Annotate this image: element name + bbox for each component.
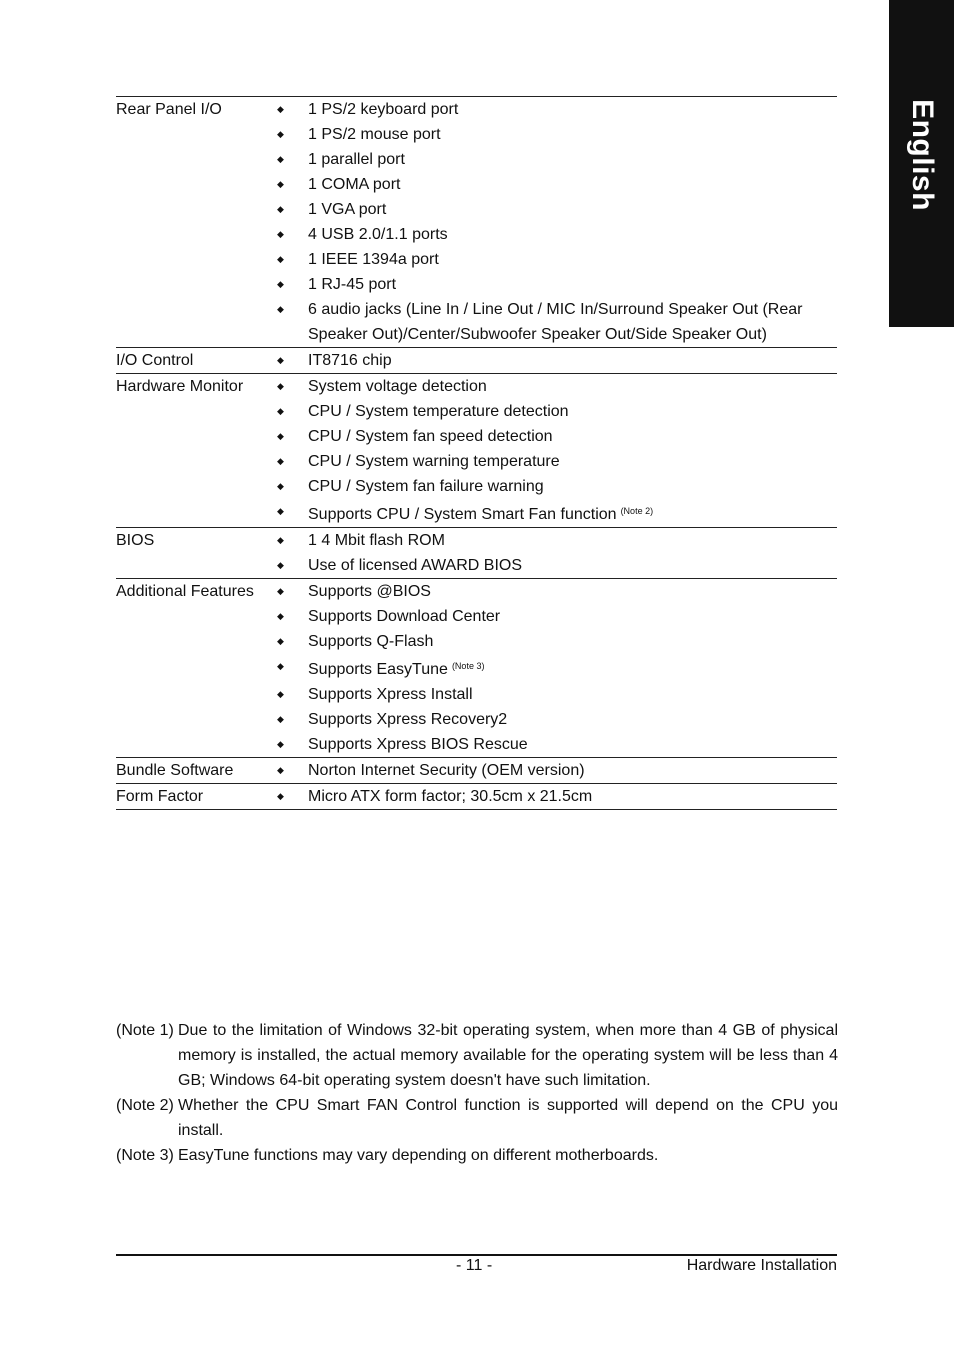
spec-item-label: 4 USB 2.0/1.1 ports <box>308 226 448 243</box>
spec-item <box>276 272 837 297</box>
spec-item <box>276 197 837 222</box>
spec-item-text <box>308 374 837 399</box>
spec-row-label: Hardware Monitor <box>116 378 244 395</box>
diamond-bullet-icon: ◆ <box>277 791 284 801</box>
spec-item-text <box>308 222 837 247</box>
spec-item-label: Supports Xpress BIOS Rescue <box>308 736 528 753</box>
diamond-bullet-icon: ◆ <box>277 689 284 699</box>
spec-item-text <box>308 579 837 604</box>
spec-item <box>276 553 837 578</box>
spec-row <box>116 97 837 348</box>
spec-item-text <box>308 348 837 373</box>
diamond-bullet-icon: ◆ <box>277 381 284 391</box>
diamond-bullet-icon: ◆ <box>277 456 284 466</box>
spec-item <box>276 654 837 682</box>
spec-item-label: Supports Q-Flash <box>308 633 434 650</box>
page-number: - 11 - <box>456 1257 493 1274</box>
spec-item-text <box>308 707 837 732</box>
spec-item-label: 1 4 Mbit flash ROM <box>308 532 445 549</box>
spec-item-label: 1 IEEE 1394a port <box>308 251 439 268</box>
spec-item-list <box>276 97 837 347</box>
spec-item-label: 1 COMA port <box>308 176 401 193</box>
footnote <box>116 1093 838 1143</box>
diamond-bullet-icon: ◆ <box>277 104 284 114</box>
diamond-bullet-icon: ◆ <box>277 204 284 214</box>
spec-item <box>276 682 837 707</box>
spec-item <box>276 97 837 122</box>
spec-item-list <box>276 784 837 809</box>
diamond-bullet-icon: ◆ <box>277 154 284 164</box>
diamond-bullet-icon: ◆ <box>277 739 284 749</box>
diamond-bullet-icon: ◆ <box>277 304 284 314</box>
spec-item <box>276 399 837 424</box>
spec-item-label: 1 PS/2 mouse port <box>308 126 441 143</box>
diamond-bullet-icon: ◆ <box>277 179 284 189</box>
spec-item-label: 1 VGA port <box>308 201 387 218</box>
spec-item-label: CPU / System temperature detection <box>308 403 569 420</box>
spec-item <box>276 449 837 474</box>
diamond-bullet-icon: ◆ <box>277 611 284 621</box>
spec-item <box>276 784 837 809</box>
spec-item-text <box>308 272 837 297</box>
spec-item <box>276 374 837 399</box>
spec-row-label: Bundle Software <box>116 762 234 779</box>
spec-row-label: BIOS <box>116 532 155 549</box>
spec-item-label: 1 parallel port <box>308 151 405 168</box>
spec-item-text <box>308 399 837 424</box>
spec-item <box>276 147 837 172</box>
spec-item <box>276 707 837 732</box>
spec-item-label: CPU / System fan speed detection <box>308 428 553 445</box>
spec-item <box>276 579 837 604</box>
diamond-bullet-icon: ◆ <box>277 560 284 570</box>
spec-item-label: IT8716 chip <box>308 352 392 369</box>
language-tab <box>889 0 954 327</box>
spec-item-label: Supports Download Center <box>308 608 501 625</box>
spec-item <box>276 499 837 527</box>
diamond-bullet-icon: ◆ <box>277 229 284 239</box>
diamond-bullet-icon: ◆ <box>277 586 284 596</box>
spec-item-label: Norton Internet Security (OEM version) <box>308 762 585 779</box>
diamond-bullet-icon: ◆ <box>277 254 284 264</box>
specifications-table <box>116 96 837 810</box>
spec-row <box>116 348 837 374</box>
footnote-text: EasyTune functions may vary depending on different motherboards. <box>178 1147 659 1164</box>
spec-item-text <box>308 528 837 553</box>
spec-row-label: Form Factor <box>116 788 204 805</box>
spec-item-label: System voltage detection <box>308 378 487 395</box>
footnote-label: (Note 1) <box>116 1022 174 1039</box>
spec-item <box>276 348 837 373</box>
spec-item <box>276 424 837 449</box>
diamond-bullet-icon: ◆ <box>277 431 284 441</box>
notes-section <box>116 1018 838 1168</box>
diamond-bullet-icon: ◆ <box>277 129 284 139</box>
spec-item-text <box>308 197 837 222</box>
diamond-bullet-icon: ◆ <box>277 765 284 775</box>
spec-item-label: Micro ATX form factor; 30.5cm x 21.5cm <box>308 788 593 805</box>
diamond-bullet-icon: ◆ <box>277 636 284 646</box>
footnote-label: (Note 3) <box>116 1147 174 1164</box>
spec-item-text <box>308 604 837 629</box>
spec-item-label: 1 RJ-45 port <box>308 276 397 293</box>
spec-row <box>116 758 837 784</box>
spec-row <box>116 528 837 579</box>
spec-row <box>116 374 837 528</box>
diamond-bullet-icon: ◆ <box>277 279 284 289</box>
spec-item <box>276 247 837 272</box>
spec-item <box>276 732 837 757</box>
diamond-bullet-icon: ◆ <box>277 481 284 491</box>
spec-item-list <box>276 758 837 783</box>
spec-item-label: CPU / System fan failure warning <box>308 478 544 495</box>
spec-item-text <box>308 147 837 172</box>
spec-item <box>276 172 837 197</box>
spec-item-label: Use of licensed AWARD BIOS <box>308 557 522 574</box>
spec-item-label: Supports Xpress Install <box>308 686 473 703</box>
spec-item-text <box>308 553 837 578</box>
spec-item <box>276 297 837 347</box>
diamond-bullet-icon: ◆ <box>277 506 284 516</box>
spec-item <box>276 528 837 553</box>
diamond-bullet-icon: ◆ <box>277 355 284 365</box>
spec-item-text <box>308 97 837 122</box>
diamond-bullet-icon: ◆ <box>277 661 284 671</box>
language-tab-label: English <box>905 99 939 211</box>
spec-item-text <box>308 629 837 654</box>
spec-item-list <box>276 579 837 757</box>
spec-item-list <box>276 374 837 527</box>
footnote <box>116 1143 838 1168</box>
spec-item-label: Supports Xpress Recovery2 <box>308 711 508 728</box>
spec-row-label: I/O Control <box>116 352 194 369</box>
spec-item-list <box>276 348 837 373</box>
spec-row-label: Rear Panel I/O <box>116 101 222 118</box>
spec-item-label: 1 PS/2 keyboard port <box>308 101 459 118</box>
spec-item-label: Supports EasyTune <box>308 661 448 678</box>
spec-item <box>276 122 837 147</box>
footnote-reference: (Note 2) <box>620 506 654 516</box>
footer-section-title: Hardware Installation <box>686 1257 837 1274</box>
diamond-bullet-icon: ◆ <box>277 535 284 545</box>
spec-item-text <box>308 449 837 474</box>
footnote-text: Due to the limitation of Windows 32-bit operating system, when more than 4 GB of physical memory is installed, the actual memory available for the operating system will be less than 4 GB; Windows 64-bit operating system doesn't have such limitation. <box>178 1022 838 1089</box>
spec-item-label: Supports @BIOS <box>308 583 431 600</box>
spec-item-text <box>308 424 837 449</box>
footnote-label: (Note 2) <box>116 1097 174 1114</box>
spec-item <box>276 474 837 499</box>
footnote-reference: (Note 3) <box>451 661 485 671</box>
spec-item-text <box>308 474 837 499</box>
footnote-text: Whether the CPU Smart FAN Control function is supported will depend on the CPU you install. <box>178 1097 838 1139</box>
diamond-bullet-icon: ◆ <box>277 406 284 416</box>
spec-item-text <box>308 122 837 147</box>
spec-item-list <box>276 528 837 578</box>
spec-item-text <box>308 758 837 783</box>
diamond-bullet-icon: ◆ <box>277 714 284 724</box>
spec-item-label: 6 audio jacks (Line In / Line Out / MIC In/Surround Speaker Out (Rear Speaker Out)/Center/Subwoofer Speaker Out/Side Speaker Out) <box>308 301 803 343</box>
spec-item <box>276 629 837 654</box>
spec-item-label: Supports CPU / System Smart Fan function <box>308 506 617 523</box>
spec-row <box>116 784 837 810</box>
spec-item-text <box>308 297 837 347</box>
spec-item-text <box>308 682 837 707</box>
spec-item-label: CPU / System warning temperature <box>308 453 560 470</box>
spec-item-text <box>308 654 837 682</box>
spec-item <box>276 604 837 629</box>
spec-item-text <box>308 172 837 197</box>
spec-item <box>276 758 837 783</box>
spec-row-label: Additional Features <box>116 583 254 600</box>
spec-item-text <box>308 732 837 757</box>
footnote <box>116 1018 838 1093</box>
spec-item-text <box>308 784 837 809</box>
spec-item-text <box>308 247 837 272</box>
spec-row <box>116 579 837 758</box>
spec-item <box>276 222 837 247</box>
spec-item-text <box>308 499 837 527</box>
